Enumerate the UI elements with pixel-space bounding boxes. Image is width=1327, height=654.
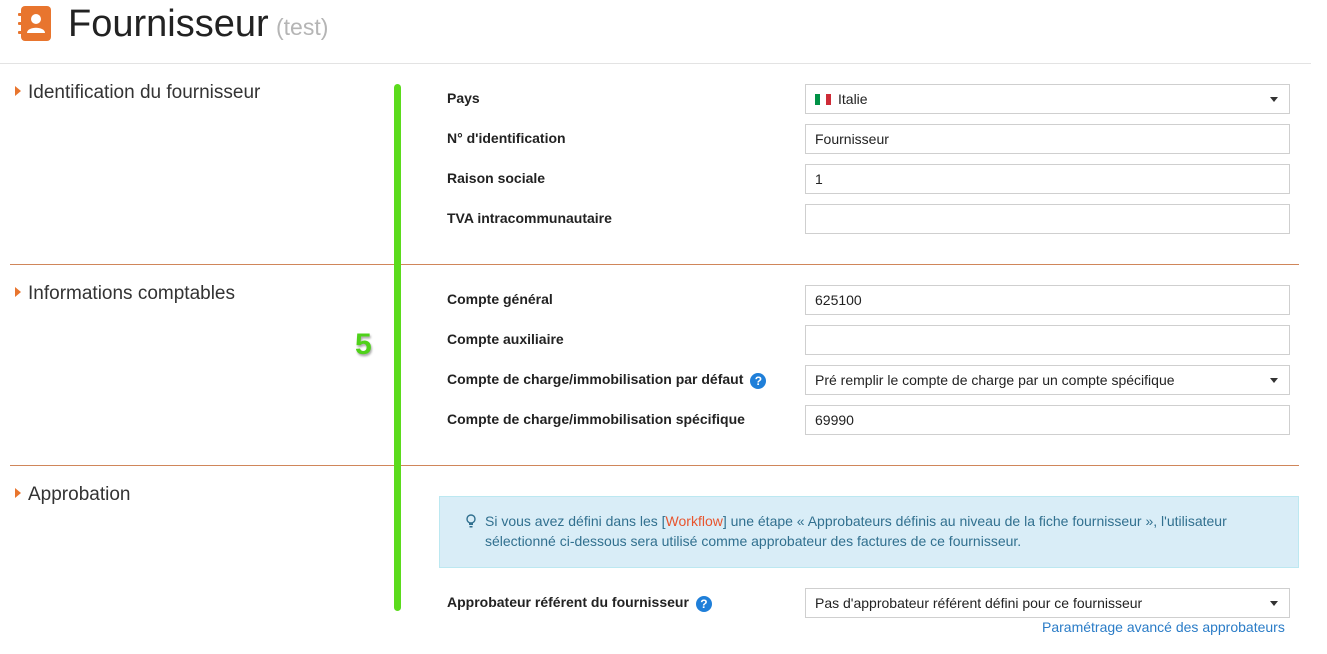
lightbulb-icon <box>465 514 477 528</box>
id-number-label: N° d'identification <box>447 130 566 146</box>
approbateur-label: Approbateur référent du fournisseur ? <box>447 594 712 612</box>
section-title-comptable[interactable]: Informations comptables <box>15 283 235 305</box>
workflow-link[interactable]: Workflow <box>665 513 723 529</box>
pays-select[interactable]: Italie <box>805 84 1290 114</box>
section-divider <box>10 465 1299 466</box>
help-icon[interactable]: ? <box>750 373 766 389</box>
help-icon[interactable]: ? <box>696 596 712 612</box>
page-title: Fournisseur <box>68 3 269 45</box>
raison-sociale-input[interactable] <box>805 164 1290 194</box>
info-alert: Si vous avez défini dans les [Workflow] une étape « Approbateurs définis au niveau de la fiche fournisseur », l'utilisateur sélectionné ci-dessous sera utilisé comme approbateur des factures de ce fournisseur. <box>439 496 1299 568</box>
section-title-approbation[interactable]: Approbation <box>15 484 130 506</box>
address-book-icon <box>18 6 51 41</box>
compte-defaut-select[interactable]: Pré remplir le compte de charge par un compte spécifique <box>805 365 1290 395</box>
tva-label: TVA intracommunautaire <box>447 210 612 226</box>
compte-specifique-input[interactable] <box>805 405 1290 435</box>
approbateur-select[interactable]: Pas d'approbateur référent défini pour ce fournisseur <box>805 588 1290 618</box>
pays-label: Pays <box>447 90 480 106</box>
italy-flag-icon <box>815 94 831 105</box>
compte-general-input[interactable] <box>805 285 1290 315</box>
chevron-down-icon <box>1270 601 1278 606</box>
advanced-approbateurs-link[interactable]: Paramétrage avancé des approbateurs <box>1042 619 1285 635</box>
tva-input[interactable] <box>805 204 1290 234</box>
compte-auxiliaire-label: Compte auxiliaire <box>447 331 564 347</box>
compte-defaut-label: Compte de charge/immobilisation par défaut ? <box>447 371 766 389</box>
chevron-down-icon <box>1270 378 1278 383</box>
section-title-identification[interactable]: Identification du fournisseur <box>15 82 260 104</box>
caret-right-icon <box>15 287 21 297</box>
caret-right-icon <box>15 488 21 498</box>
compte-specifique-label: Compte de charge/immobilisation spécifique <box>447 411 745 427</box>
caret-right-icon <box>15 86 21 96</box>
page-header <box>0 0 1311 64</box>
step-highlight-bar <box>394 84 401 611</box>
id-number-input[interactable] <box>805 124 1290 154</box>
raison-sociale-label: Raison sociale <box>447 170 546 186</box>
chevron-down-icon <box>1270 97 1278 102</box>
page-subtitle: (test) <box>276 14 329 40</box>
compte-auxiliaire-input[interactable] <box>805 325 1290 355</box>
compte-general-label: Compte général <box>447 291 553 307</box>
step-number: 5 <box>355 328 372 361</box>
section-divider <box>10 264 1299 265</box>
